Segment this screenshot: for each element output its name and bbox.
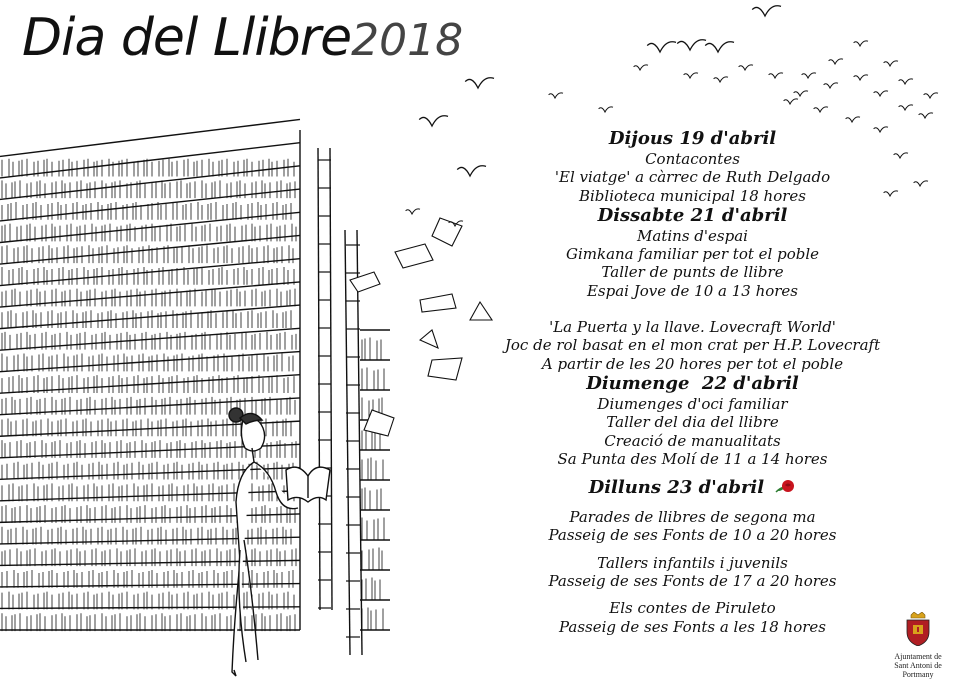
spacer (470, 468, 915, 477)
title-year: 2018 (351, 15, 464, 66)
bird-icon (924, 93, 938, 98)
event-line: Creació de manualitats (604, 431, 781, 450)
event-line: Els contes de Piruleto (609, 599, 776, 618)
bird-icon (854, 75, 868, 80)
event-line: Taller del dia del llibre (606, 413, 779, 432)
rose-icon (774, 478, 796, 496)
event-line: Gimkana familiar per tot el poble (565, 245, 820, 264)
bird-icon (465, 78, 494, 88)
bird-icon (684, 73, 698, 78)
bird-icon (794, 91, 808, 96)
bird-icon (634, 65, 648, 70)
event-line: Espai Jove de 10 a 13 hores (586, 281, 799, 300)
event-line: 'La Puerta y la llave. Lovecraft World' (549, 318, 836, 337)
event-line: A partir de les 20 hores per tot el poble (541, 354, 844, 373)
footer-line-1: Ajuntament de (894, 652, 942, 661)
event-line: Taller de punts de llibre (601, 263, 784, 282)
town-council-logo (878, 612, 958, 679)
day-heading-dilluns: Dilluns 23 d'abril (588, 477, 765, 499)
bird-icon (824, 83, 838, 88)
bird-icon (739, 65, 753, 70)
bird-icon (802, 73, 816, 78)
bird-icon (752, 6, 781, 16)
spacer (470, 499, 915, 508)
bird-icon (814, 107, 828, 112)
event-line: Passeig de ses Fonts de 10 a 20 hores (548, 526, 837, 545)
spacer (470, 545, 915, 554)
event-program (470, 128, 915, 636)
bird-icon (419, 116, 448, 126)
bird-icon (874, 91, 888, 96)
bird-icon (854, 41, 868, 46)
bird-icon (784, 99, 798, 104)
event-line: Passeig de ses Fonts de 17 a 20 hores (548, 572, 837, 591)
bird-icon (449, 221, 463, 226)
bird-icon (899, 79, 913, 84)
footer-line-2: Sant Antoni de Portmany (894, 661, 942, 679)
bird-icon (914, 181, 928, 186)
event-line: Diumenges d'oci familiar (597, 394, 788, 413)
day-heading-dilluns-row (470, 477, 915, 499)
bird-icon (705, 42, 734, 52)
bird-icon (899, 105, 913, 110)
event-line: Sa Punta des Molí de 11 a 14 hores (557, 449, 828, 468)
event-line: 'El viatge' a càrrec de Ruth Delgado (554, 168, 831, 187)
event-line: Parades de llibres de segona ma (569, 508, 816, 527)
event-line: Biblioteca municipal 18 hores (578, 186, 806, 205)
bird-icon (769, 73, 783, 78)
bird-icon (647, 42, 676, 52)
bird-icon (406, 209, 420, 214)
day-heading-dijous: Dijous 19 d'abril (608, 128, 777, 149)
bird-icon (919, 113, 933, 118)
bird-icon (714, 77, 728, 82)
spacer (470, 590, 915, 599)
spacer (470, 300, 915, 318)
event-line: Matins d'espai (637, 226, 748, 245)
event-line: Contacontes (645, 150, 740, 168)
bird-icon (846, 117, 860, 122)
bird-icon (549, 93, 563, 98)
day-heading-dissabte: Dissabte 21 d'abril (597, 204, 788, 226)
bird-icon (677, 40, 706, 50)
bird-icon (829, 59, 843, 64)
town-crest-icon (905, 612, 931, 646)
title-main: Dia del Llibre (22, 8, 352, 68)
day-heading-diumenge: Diumenge 22 d'abril (586, 372, 799, 394)
bird-icon (884, 61, 898, 66)
event-line: Passeig de ses Fonts a les 18 hores (558, 617, 826, 636)
bird-icon (599, 107, 613, 112)
event-line: Joc de rol basat en el mon crat per H.P. Lovecraft (504, 336, 881, 355)
event-line: Tallers infantils i juvenils (597, 553, 788, 572)
